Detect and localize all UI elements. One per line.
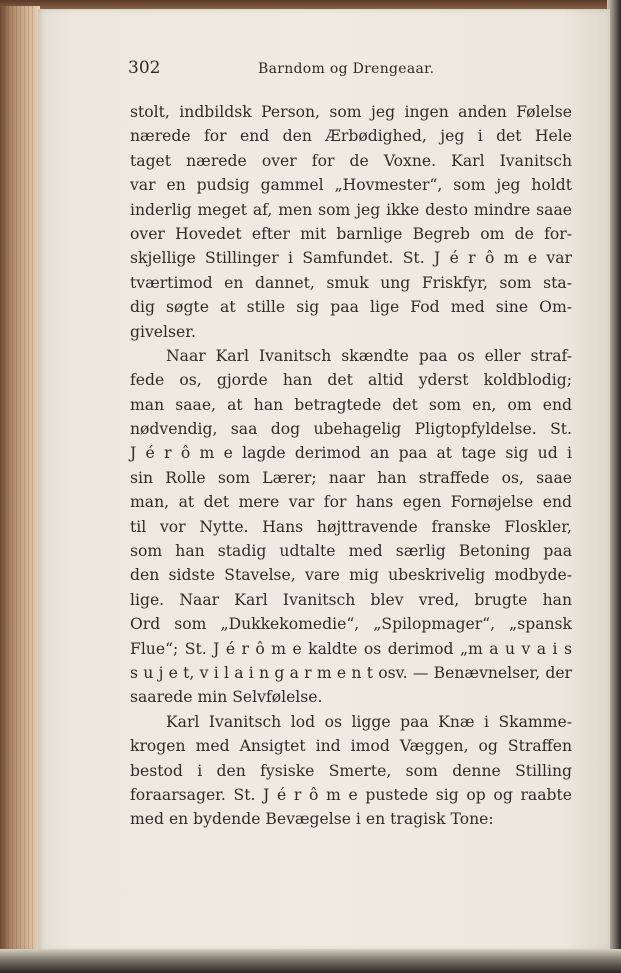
text-line: foraarsager. St. J é r ô m e pustede sig op og raabte	[130, 785, 572, 804]
text-line: over Hovedet efter mit barnlige Begreb om de for-	[130, 224, 572, 243]
text-line: til vor Nytte. Hans højttravende franske Floskler,	[130, 517, 572, 536]
text-line: fede os, gjorde han det altid yderst koldblodig;	[130, 371, 572, 390]
text-line: lige. Naar Karl Ivanitsch blev vred, brugte han	[130, 590, 572, 609]
text-line: krogen med Ansigtet ind imod Væggen, og Straffen	[130, 737, 572, 756]
text-line: tværtimod en dannet, smuk ung Friskfyr, som sta-	[130, 273, 572, 292]
text-line: inderlig meget af, men som jeg ikke desto mindre saae	[130, 200, 572, 219]
text-line: nærede for end den Ærbødighed, jeg i det Hele	[130, 127, 572, 146]
running-head: Barndom og Drengeaar.	[258, 61, 435, 77]
text-line: man saae, at han betragtede det som en, om end	[130, 395, 572, 414]
text-line: var en pudsig gammel „Hovmester“, som jeg holdt	[130, 176, 572, 195]
text-line: s u j e t, v i l a i n g a r m e n t osv. — Benævnelser, der	[130, 663, 572, 682]
text-line: Ord som „Dukkekomedie“, „Spilopmager“, „spansk	[130, 615, 572, 634]
text-line: Naar Karl Ivanitsch skændte paa os eller straf-	[166, 346, 572, 365]
text-line: den sidste Stavelse, vare mig ubeskrivelig modbyde-	[130, 566, 572, 585]
text-line: dig søgte at stille sig paa lige Fod med sine Om-	[130, 298, 572, 317]
text-line: man, at det mere var for hans egen Fornøjelse end	[130, 493, 572, 512]
text-line: taget nærede over for de Voxne. Karl Ivanitsch	[130, 151, 572, 170]
text-line: stolt, indbildsk Person, som jeg ingen anden Følelse	[130, 103, 572, 121]
page-edge-lines	[4, 6, 34, 950]
text-line: som han stadig udtalte med særlig Betoning paa	[130, 542, 572, 561]
text-line: bestod i den fysiske Smerte, som denne Stilling	[130, 761, 572, 780]
page-number: 302	[128, 58, 161, 78]
text-line: Flue“; St. J é r ô m e kaldte os derimod „m a u v a i s	[130, 639, 572, 658]
text-line: sin Rolle som Lærer; naar han straffede os, saae	[130, 468, 572, 487]
body-text	[130, 100, 572, 832]
text-line: med en bydende Bevægelse i en tragisk Tone:	[130, 810, 494, 829]
text-line: nødvendig, saa dog ubehagelig Pligtopfyldelse. St.	[130, 420, 572, 439]
text-line: saarede min Selvfølelse.	[130, 688, 323, 707]
text-line: givelser.	[130, 322, 196, 341]
text-line: Karl Ivanitsch lod os ligge paa Knæ i Skamme-	[166, 712, 572, 731]
text-line: skjellige Stillinger i Samfundet. St. J é r ô m e var	[130, 249, 572, 268]
text-line: J é r ô m e lagde derimod an paa at tage sig ud i	[130, 444, 572, 463]
book-bottom-edge	[0, 949, 621, 973]
